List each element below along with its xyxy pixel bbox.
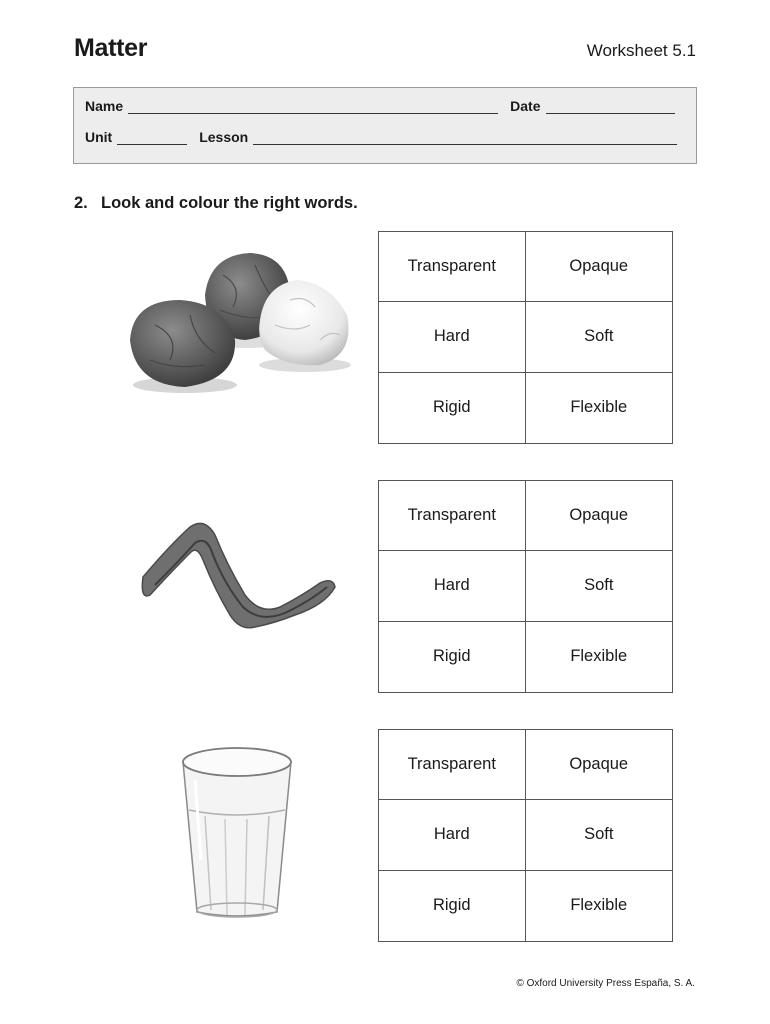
task-text: Look and colour the right words. — [101, 194, 358, 212]
task-number: 2. — [74, 194, 88, 212]
elastic-band-image — [135, 515, 345, 640]
word-cell-transparent[interactable]: Transparent — [379, 481, 526, 551]
date-label: Date — [510, 98, 541, 114]
word-cell-flexible[interactable]: Flexible — [570, 398, 628, 417]
name-label: Name — [85, 98, 124, 114]
unit-label: Unit — [85, 129, 113, 145]
lesson-field[interactable] — [253, 130, 677, 145]
student-info-box — [73, 87, 697, 164]
info-row-unit-lesson — [85, 129, 682, 145]
word-cell-transparent[interactable]: Transparent — [379, 232, 526, 302]
word-cell-rigid[interactable]: Rigid — [379, 373, 526, 443]
word-cell-flexible[interactable]: Flexible — [570, 896, 628, 915]
word-cell-transparent[interactable]: Transparent — [379, 730, 526, 800]
word-cell-rigid[interactable]: Rigid — [379, 622, 526, 692]
lesson-label: Lesson — [199, 129, 249, 145]
unit-field[interactable] — [117, 130, 187, 145]
word-cell-rigid[interactable]: Rigid — [379, 871, 526, 941]
name-field[interactable] — [128, 99, 498, 114]
drinking-glass-image — [175, 740, 300, 920]
word-cell-soft[interactable]: Soft — [526, 551, 673, 621]
word-cell-hard[interactable]: Hard — [379, 800, 526, 870]
word-cell-hard[interactable]: Hard — [379, 302, 526, 372]
task-instruction — [74, 194, 358, 213]
copyright-notice: © Oxford University Press España, S. A. — [516, 978, 695, 989]
date-field[interactable] — [546, 99, 675, 114]
word-cell-opaque[interactable]: Opaque — [526, 481, 673, 551]
word-grid-2 — [378, 480, 673, 693]
page-title: Matter — [74, 34, 148, 62]
word-grid-3 — [378, 729, 673, 942]
word-grid-1 — [378, 231, 673, 444]
word-cell-opaque[interactable]: Opaque — [526, 232, 673, 302]
info-row-name-date — [85, 98, 682, 114]
word-cell-hard[interactable]: Hard — [379, 551, 526, 621]
plasticine-balls-image — [125, 245, 360, 400]
word-cell-flexible[interactable]: Flexible — [570, 647, 628, 666]
worksheet-number: Worksheet 5.1 — [586, 41, 696, 60]
word-cell-opaque[interactable]: Opaque — [526, 730, 673, 800]
word-cell-soft[interactable]: Soft — [526, 800, 673, 870]
word-cell-soft[interactable]: Soft — [526, 302, 673, 372]
